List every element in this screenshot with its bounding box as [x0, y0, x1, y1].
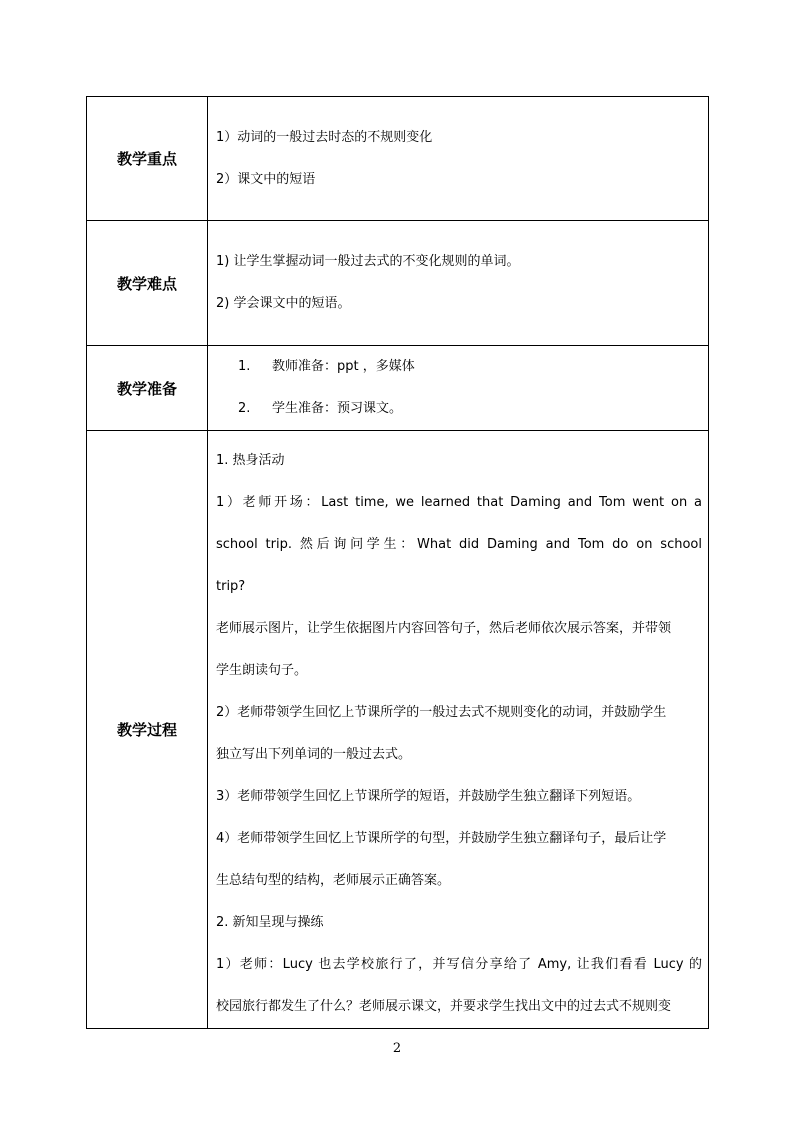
- row-label: 教学准备: [87, 346, 208, 431]
- content-line: 老师展示图片，让学生依据图片内容回答句子，然后老师依次展示答案，并带领: [216, 621, 672, 636]
- content-line: school trip. 然后询问学生：What did Daming and Tom do on school: [216, 537, 702, 552]
- content-line: 1）老师开场：Last time, we learned that Daming and Tom went on a: [216, 495, 702, 510]
- content-line: 1）老师：Lucy 也去学校旅行了，并写信分享给了 Amy, 让我们看看 Lucy 的: [216, 957, 702, 972]
- row-content: [208, 431, 709, 1029]
- content-line: 独立写出下列单词的一般过去式。: [216, 747, 412, 762]
- content-line: 2. 新知呈现与操练: [216, 915, 324, 930]
- prep-item-text: 学生准备：预习课文。: [272, 401, 403, 416]
- content-line: 学生朗读句子。: [216, 663, 308, 678]
- row-content: [208, 221, 709, 346]
- row-label: 教学难点: [87, 221, 208, 346]
- content-line: 3）老师带领学生回忆上节课所学的短语，并鼓励学生独立翻译下列短语。: [216, 789, 641, 804]
- row-label: 教学过程: [87, 431, 208, 1029]
- content-line: trip?: [216, 579, 246, 594]
- prep-item: [216, 388, 702, 430]
- content-line: 2）课文中的短语: [216, 171, 316, 187]
- row-content: [208, 97, 709, 221]
- content-line: 1. 热身活动: [216, 453, 285, 468]
- row-teaching-difficulty: [87, 221, 709, 346]
- row-label: 教学重点: [87, 97, 208, 221]
- prep-item-number: 2.: [238, 401, 251, 416]
- content-line: 1) 让学生掌握动词一般过去式的不变化规则的单词。: [216, 254, 520, 269]
- content-line: 4）老师带领学生回忆上节课所学的句型，并鼓励学生独立翻译句子，最后让学: [216, 831, 667, 846]
- row-teaching-focus: [87, 97, 709, 221]
- row-teaching-process: [87, 431, 709, 1029]
- prep-item-number: 1.: [238, 359, 251, 374]
- lesson-plan-table: [86, 96, 709, 1029]
- content-line: 校园旅行都发生了什么？老师展示课文，并要求学生找出文中的过去式不规则变: [216, 999, 672, 1014]
- content-line: 2）老师带领学生回忆上节课所学的一般过去式不规则变化的动词，并鼓励学生: [216, 705, 667, 720]
- content-line: 1）动词的一般过去时态的不规则变化: [216, 129, 433, 145]
- row-content: [208, 346, 709, 431]
- prep-item: [216, 346, 702, 388]
- content-line: 生总结句型的结构，老师展示正确答案。: [216, 873, 451, 888]
- content-line: 2) 学会课文中的短语。: [216, 296, 351, 311]
- page-number: 2: [392, 1041, 402, 1056]
- row-teaching-preparation: [87, 346, 709, 431]
- prep-item-text: 教师准备：ppt ，多媒体: [272, 359, 415, 374]
